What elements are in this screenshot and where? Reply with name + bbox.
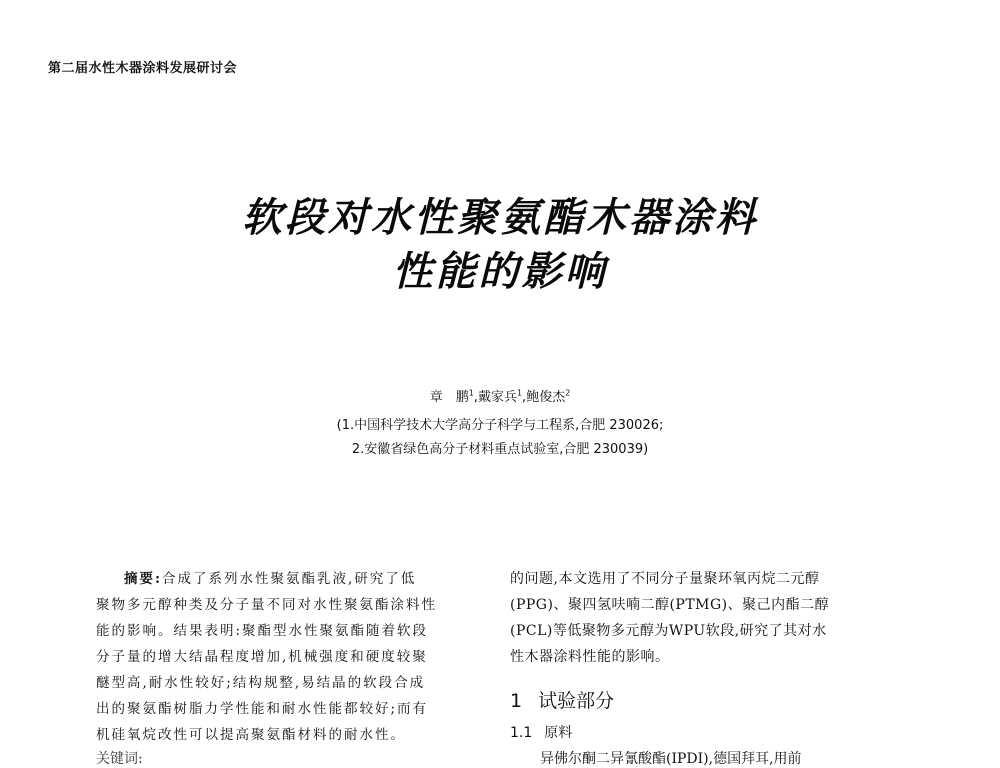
- keywords-cut: 关键词:: [96, 751, 143, 767]
- subsection-number: 1.1: [510, 725, 533, 741]
- abstract-label: 摘要:: [124, 571, 162, 587]
- affiliation-2: 2.安徽省绿色高分子材料重点试验室,合肥 230039): [351, 442, 649, 457]
- paper-title-line2: 性能的影响: [392, 249, 608, 295]
- affiliation-1: (1.中国科学技术大学高分子科学与工程系,合肥 230026;: [336, 418, 664, 433]
- intro-line: 的问题,本文选用了不同分子量聚环氧丙烷二元醇: [510, 571, 820, 587]
- intro-line: 性木器涂料性能的影响。: [510, 649, 670, 665]
- introduction-text: [510, 566, 890, 670]
- abstract-line: 醚型高,耐水性较好;结构规整,易结晶的软段合成: [96, 675, 426, 691]
- paper-title-line1: 软段对水性聚氨酯木器涂料: [242, 195, 758, 241]
- author: 鲍俊杰: [526, 390, 566, 405]
- author-affil-mark: 1: [468, 388, 474, 398]
- conference-header: 第二届水性木器涂料发展研讨会: [48, 61, 238, 76]
- intro-line: (PCL)等低聚物多元醇为WPU软段,研究了其对水: [510, 623, 827, 639]
- abstract-line: 能的影响。结果表明:聚酯型水性聚氨酯随着软段: [96, 623, 429, 639]
- intro-line: (PPG)、聚四氢呋喃二醇(PTMG)、聚己内酯二醇: [510, 597, 830, 613]
- author-separator: ,: [473, 390, 478, 405]
- section-heading: [510, 686, 614, 713]
- abstract-line: [96, 566, 476, 592]
- author-affil-mark: 1: [516, 388, 523, 398]
- materials-text-cut: 异佛尔酮二异氰酸酯(IPDI),德国拜耳,用前: [540, 751, 802, 767]
- abstract-block: [96, 566, 476, 748]
- abstract-line: 机硅氧烷改性可以提高聚氨酯材料的耐水性。: [96, 727, 406, 743]
- subsection-title: 原料: [544, 725, 573, 741]
- abstract-line: 出的聚氨酯树脂力学性能和耐水性能都较好;而有: [96, 701, 429, 717]
- abstract-line: 分子量的增大结晶程度增加,机械强度和硬度较聚: [96, 649, 428, 665]
- abstract-text: 合成了系列水性聚氨酯乳液,研究了低: [161, 571, 417, 587]
- author-affil-mark: 2: [565, 388, 571, 398]
- author: 章 鹏: [429, 390, 469, 405]
- section-title: 试验部分: [538, 690, 615, 712]
- section-number: 1: [510, 690, 523, 712]
- author-list: [0, 386, 1000, 405]
- author-separator: ,: [522, 390, 527, 405]
- subsection-heading: [510, 722, 572, 742]
- author: 戴家兵: [477, 390, 517, 405]
- abstract-line: 聚物多元醇种类及分子量不同对水性聚氨酯涂料性: [96, 597, 437, 613]
